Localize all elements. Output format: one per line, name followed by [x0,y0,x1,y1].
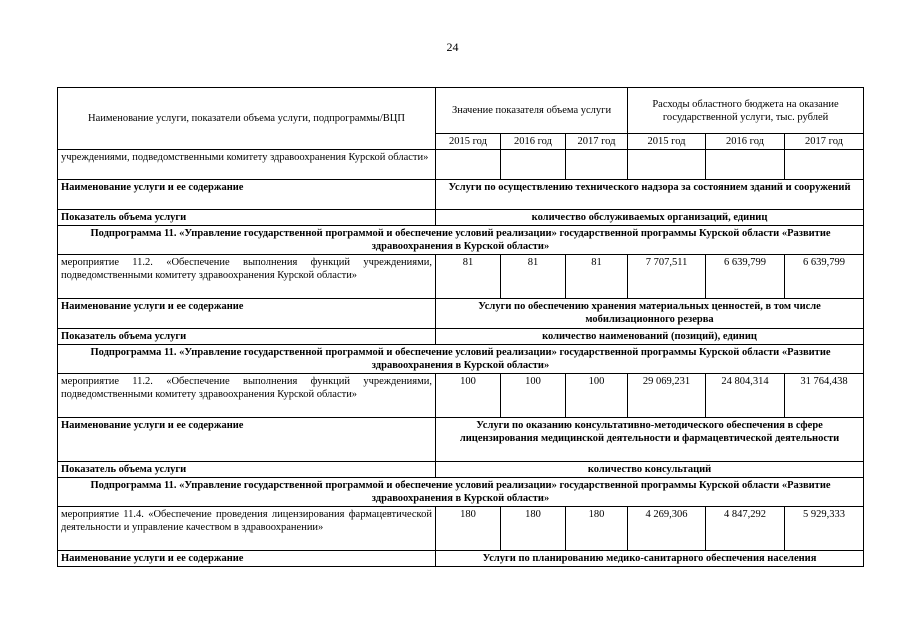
service-value: Услуги по обеспечению хранения материальных ценностей, в том числе мобилизационного резерва [436,299,864,329]
expense-cell: 31 764,438 [785,374,864,418]
year-header: 2016 год [706,134,785,150]
expense-cell: 5 929,333 [785,507,864,551]
table-row [58,150,864,180]
service-label: Наименование услуги и ее содержание [58,299,436,329]
table-row [58,374,864,418]
table-row [58,345,864,374]
year-header: 2016 год [501,134,566,150]
expense-cell: 4 847,292 [706,507,785,551]
service-label: Наименование услуги и ее содержание [58,180,436,210]
indicator-value: количество консультаций [436,462,864,478]
activity-name: учреждениями, подведомственными комитету здравоохранения Курской области» [58,150,436,180]
indicator-label: Показатель объема услуги [58,462,436,478]
activity-name: мероприятие 11.2. «Обеспечение выполнения функций учреждениями, подведомственными комитету здравоохранения Курской области» [58,255,436,299]
col-name-header: Наименование услуги, показатели объема услуги, подпрограммы/ВЦП [58,88,436,150]
value-cell: 81 [566,255,628,299]
value-cell: 100 [501,374,566,418]
activity-name: мероприятие 11.4. «Обеспечение проведения лицензирования фармацевтической деятельности и управление качеством в здравоохранении» [58,507,436,551]
page-number: 24 [446,40,459,54]
table-row [58,180,864,210]
header-row [58,88,864,134]
subprogram-title: Подпрограмма 11. «Управление государственной программой и обеспечение условий реализации» государственной программы Курской области «Развитие здравоохранения в Курской области» [58,226,864,255]
indicator-label: Показатель объема услуги [58,210,436,226]
indicator-label: Показатель объема услуги [58,329,436,345]
value-cell: 81 [436,255,501,299]
service-value: Услуги по оказанию консультативно-методического обеспечения в сфере лицензирования медицинской деятельности и фармацевтической деятельности [436,418,864,462]
subprogram-title: Подпрограмма 11. «Управление государственной программой и обеспечение условий реализации» государственной программы Курской области «Развитие здравоохранения в Курской области» [58,478,864,507]
value-cell [785,150,864,180]
value-cell: 180 [501,507,566,551]
expense-cell: 6 639,799 [785,255,864,299]
table-row [58,299,864,329]
value-cell: 81 [501,255,566,299]
service-label: Наименование услуги и ее содержание [58,418,436,462]
table-row [58,551,864,567]
table-row [58,210,864,226]
value-cell: 100 [566,374,628,418]
value-cell: 180 [436,507,501,551]
year-header: 2017 год [785,134,864,150]
year-header: 2017 год [566,134,628,150]
value-cell: 100 [436,374,501,418]
expense-cell: 29 069,231 [628,374,706,418]
expense-cell: 7 707,511 [628,255,706,299]
table-row [58,478,864,507]
table-row [58,255,864,299]
indicator-value: количество обслуживаемых организаций, единиц [436,210,864,226]
col-value-header: Значение показателя объема услуги [436,88,628,134]
services-table [57,87,864,567]
indicator-value: количество наименований (позиций), единиц [436,329,864,345]
expense-cell: 24 804,314 [706,374,785,418]
subprogram-title: Подпрограмма 11. «Управление государственной программой и обеспечение условий реализации» государственной программы Курской области «Развитие здравоохранения в Курской области» [58,345,864,374]
value-cell [501,150,566,180]
expense-cell: 4 269,306 [628,507,706,551]
table-row [58,462,864,478]
table-row [58,329,864,345]
value-cell: 180 [566,507,628,551]
activity-name: мероприятие 11.2. «Обеспечение выполнения функций учреждениями, подведомственными комитету здравоохранения Курской области» [58,374,436,418]
value-cell [706,150,785,180]
service-value: Услуги по планированию медико-санитарного обеспечения населения [436,551,864,567]
expense-cell: 6 639,799 [706,255,785,299]
table-row [58,226,864,255]
service-value: Услуги по осуществлению технического надзора за состоянием зданий и сооружений [436,180,864,210]
value-cell [628,150,706,180]
service-label: Наименование услуги и ее содержание [58,551,436,567]
table-row [58,418,864,462]
year-header: 2015 год [628,134,706,150]
col-expense-header: Расходы областного бюджета на оказание государственной услуги, тыс. рублей [628,88,864,134]
year-header: 2015 год [436,134,501,150]
value-cell [436,150,501,180]
value-cell [566,150,628,180]
table-row [58,507,864,551]
